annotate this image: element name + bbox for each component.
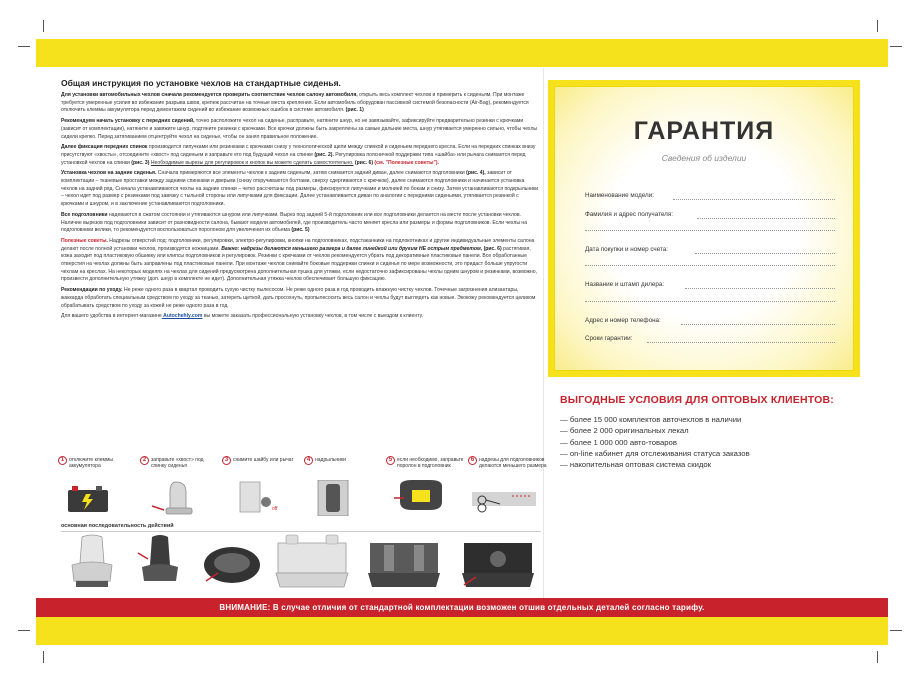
address-line[interactable] [681,324,835,325]
side-panel-icon [308,480,368,516]
paragraph-shop: Для вашего удобства в интернет-магазине Autochehly.com вы можете заказать профессиональную установку чехлов, в том числе с выездом к клиенту. [61,313,424,320]
sequence-divider [61,531,541,532]
wholesale-title: ВЫГОДНЫЕ УСЛОВИЯ ДЛЯ ОПТОВЫХ КЛИЕНТОВ: [560,394,834,406]
recipient-line-2[interactable] [585,230,835,231]
model-line[interactable] [673,199,835,200]
paragraph-check: Для установки автомобильных чехлов сначала рекомендуется проверить соответствие чехлов салону автомобиля, открыть весь комплект чехлов и примерить к сиденьям. При монтаже требуется умеренные усилия во избежание разрыва швов, крепеж рассчитан на точные места крепления. Если автомобиль оборудован пассивной системой безопасности (Air-Bag), рекомендуется отключить клеммы аккумулятора перед демонтажем сидений во избежание возможных ошибок в системе автомобиля. (рис. 1) [61,92,529,114]
paragraph-headrests: Все подголовники надеваются в сжатом состоянии и утягиваются шнуром или липучками. Вырез под задний 5-й подголовник или все подголовники делается на месте после установки чехлов. Наличие вырезов под подголовники зависит от разновидности салона, бывают модели автомобилей, где производитель часто меняет кресла или размеры и формы подголовников. Если чехлы на подголовники велики, то рекомендуется воспользоваться поролоном для увеличения их объема (рис. 5) [61,211,528,234]
rear-seat-covered-icon [364,533,444,591]
paragraph-front-seats: Рекомендуем начать установку с передних сидений, точно расположите чехол на сиденье, расправьте, натяните шнур, но не завязывайте, зафиксируйте предварительно резинки с крючками (зависит от комплектации), натяните и завяжите шнур, подтяните резинки с крючками. Все крючки должны быть закреплены за самые дальние места, шнур утягивается умеренно сильно, чтобы чехлы сидели крепко. Перед затягиванием отцентруйте чехол на сиденье, чтобы он занял правильное положение. [61,118,538,140]
list-item: — более 1 000 000 авто-товаров [560,437,677,447]
top-yellow-band [36,39,888,67]
crop-mark [890,46,902,47]
step-4: 4 надрыльники [304,456,384,518]
warning-bar: ВНИМАНИЕ: В случае отличия от стандартной комплектации возможен отшив отдельных деталей согласно тарифу. [36,598,888,617]
purchase-line[interactable] [695,253,835,254]
warranty-title: ГАРАНТИЯ [633,117,775,145]
warranty-card [548,80,860,377]
crop-mark [43,20,44,32]
field-dealer: Название и штамп дилера: [585,281,665,288]
crop-mark [18,630,30,631]
step-2: 2 заправьте «хвост» под спинку сиденья [140,456,220,518]
wholesale-section [560,394,860,470]
battery-icon [62,480,118,516]
step-3: 3 снимите шайбу или рычаг off [222,456,302,518]
dealer-line[interactable] [685,288,835,289]
step-5: 5 если необходимо, заправьте поролон в подголовник [386,456,466,518]
purchase-line-2[interactable] [585,265,835,266]
paragraph-rear-seats: Установка чехлов на задние сиденья. Сначала примеряются все элементы чехлов к задним сиденьям, затем снимается задний диван, далее снимаются подголовники (рис. 4), зависит от комплектации – тканевые проставки между задними спинками и дверьми (снизу откручиваются болтами, сверху сдергиваются с крючков), далее снимаются подголовники и начинается установка чехлов на задний ряд. Сначала устанавливаются чехлы на задние спинки – четко рассчитаны под размеры, фиксируется липучками и молнией по бокам и снизу. Затем устанавливаются подкрыльники – чехол идет под размер с резинками под завязку с тыльной стороны или липучками для фиксации. Далее устанавливается диван по аналогии с передними сиденьями, утягивается резинкой с крючками и шнуром, и в заключение устанавливаются подголовники. [61,170,539,208]
seat-sequence [58,533,542,593]
instructions-column [61,78,539,324]
sequence-label: основная последовательность действий [61,523,174,529]
step-6: 6 надрезы для подголовников делаются меньшего размера [468,456,548,518]
recipient-line[interactable] [697,218,835,219]
field-recipient: Фамилия и адрес получателя: [585,211,674,218]
term-line[interactable] [647,342,835,343]
list-item: — накопительная оптовая система скидок [560,460,712,470]
warranty-inner [554,86,854,371]
list-item: — on-line кабинет для отслеживания статуса заказов [560,448,750,458]
seat-cover-icon [130,533,190,591]
field-address: Адрес и номер телефона: [585,317,661,324]
seat-fitting-icon [196,533,266,591]
svg-text:off: off [272,506,278,512]
lumbar-knob-icon [226,480,286,516]
crop-mark [18,46,30,47]
crop-mark [43,651,44,663]
shop-link[interactable]: Autochehly.com [161,313,203,320]
headrest-foam-icon [390,480,450,516]
wholesale-list [560,414,860,470]
paragraph-care: Рекомендации по уходу. Не реже одного раза в квартал проводить сухую чистку пылесосом. Не реже одного раза в год проводить влажную чистку чехлов. Точечные загрязнения ализантары, жаккарда обработать специальным средством по уходу за тканью, затереть щеткой, дать просохнуть, пропылесосить весь салон и чехлы будут выглядеть как новые. Экокожу рекомендуется целиком обрабатывать средством по уходу за кожей не реже одного раза в год. [61,287,536,309]
bottom-yellow-band [36,617,888,645]
step-illustrations [58,456,547,518]
paragraph-front-backs: Далее фиксация передних спинок производится липучками или резинками с крючками снизу у технологической щели между спинкой и сиденьем переднего кресла. Если на передних спинках внизу присутствуют «хвосты», отсоедините «хвост» под сиденьем и заправьте его под будущий чехол на спинке (рис. 2). Регулировка поясничной поддержки типа «шайба» или рычага снимается перед установкой чехлов на спинки (рис. 3) Необходимые вырезы для регулировок и кнопок вы можете сделать самостоятельно. (рис. 6) (см. "Полезные советы"). [61,144,536,166]
instructions-heading: Общая инструкция по установке чехлов на стандартные сиденья. [61,78,341,88]
crop-mark [890,630,902,631]
front-seat-icon [62,533,122,591]
field-warranty-term: Сроки гарантии: [585,335,633,342]
seat-back-icon [144,480,204,516]
rear-seat-final-icon [458,533,538,591]
paragraph-useful-tips: Полезные советы. Надрезы отверстий под: подголовники, регулировки, электро-регулировки, кнопки на подголовниках, подстаканники на подлокотниках и другие индивидуальные элементы салона делают после полной установки чехлов, производятся ножницами. Важно: надрезы делаются меньшего размера и далее линейкой или другим НЕ острым предметом, (рис. 6) растягивая, кожа заходит под пластиковую обшивку или клипсы подголовников и регулировок. Резинки с крючками от чехлов рекомендуется убрать под декоративные пластиковые панели. Все обработанные отверстия на чехлах должны быть заправлены под пластиковые панели. При монтаже чехлов снимайте боковые поддержки спинки и сиденья по мере возможности, это придаст больше упругости чехлам на креслах. На некоторых моделях на чехлах для сидений предусмотрена дополнительная пушка для утяжки, если недостаточно зафиксированы чехлы одним шнуром и резинками, возможно, произвести дополнительную утяжку (доп. шнур в комплекте не идет). Дополнительная утяжка чехлов обеспечивает большую фиксацию. [61,237,537,283]
scissors-icon [472,480,538,516]
step-1: 1 отключите клеммы аккумулятора [58,456,138,518]
rear-seat-bare-icon [272,533,352,591]
crop-mark [877,651,878,663]
column-divider [543,68,544,598]
dealer-line-2[interactable] [585,301,835,302]
list-item: — более 2 000 оригинальных лекал [560,426,689,436]
field-model: Наименование модели: [585,192,655,199]
list-item: — более 15 000 комплектов авточехлов в наличии [560,415,742,424]
field-purchase: Дата покупки и номер счета: [585,246,669,253]
crop-mark [877,20,878,32]
warranty-subtitle: Сведения об изделии [661,153,747,163]
